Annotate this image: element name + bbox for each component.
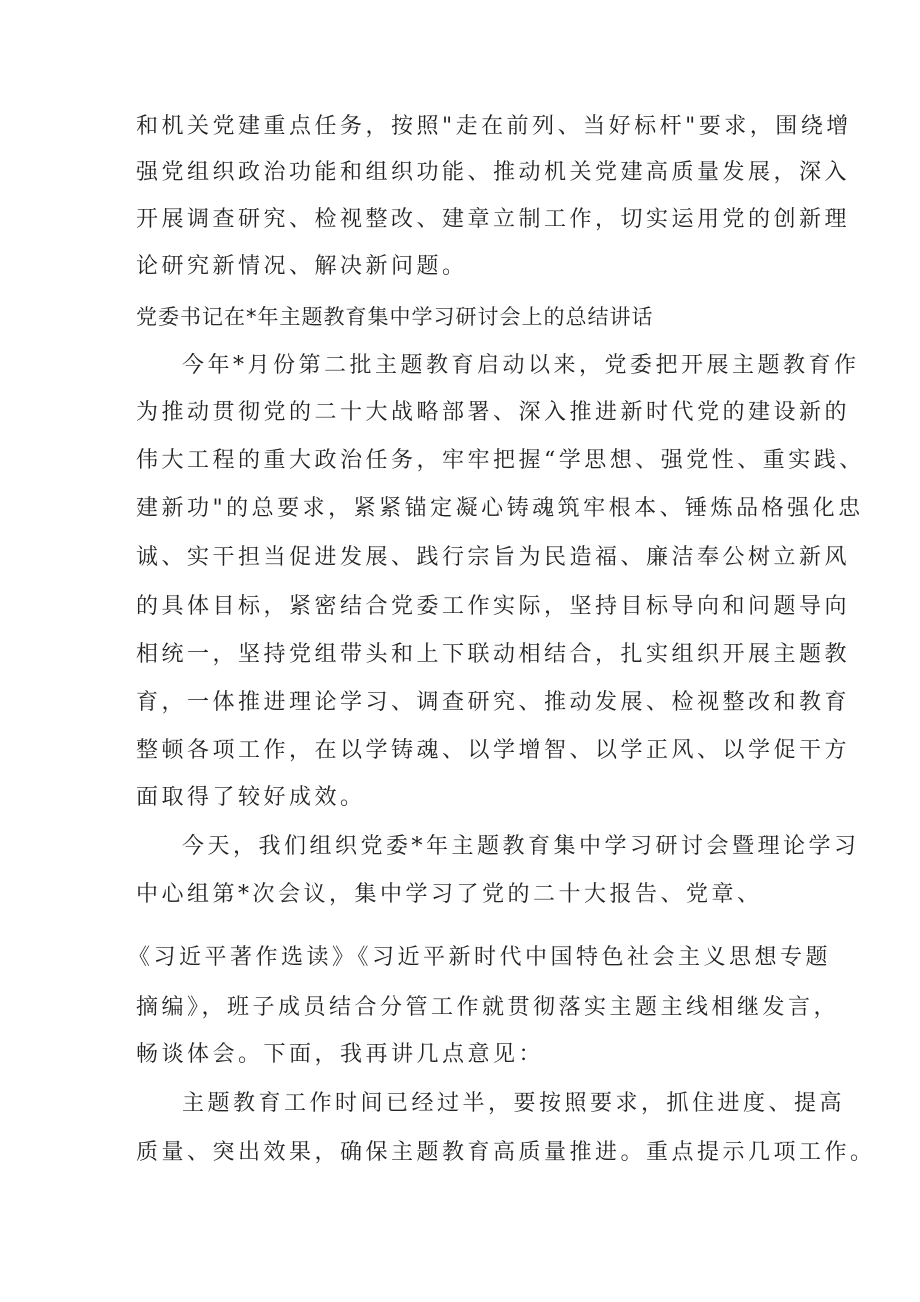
- body-text-line: 今年*月份第二批主题教育启动以来，党委把开展主题教育作: [182, 353, 860, 378]
- body-text-line: 诚、实干担当促进发展、践行宗旨为民造福、廉洁奉公树立新风: [136, 545, 851, 570]
- body-text-line: 摘编》，班子成员结合分管工作就贯彻落实主题主线相继发言，: [136, 995, 840, 1020]
- body-text-line: 整顿各项工作，在以学铸魂、以学增智、以学正风、以学促干方: [136, 738, 851, 763]
- body-text-line: 和机关党建重点任务，按照"走在前列、当好标杆"要求，围绕增: [136, 114, 852, 139]
- body-text-line: 开展调查研究、检视整改、建章立制工作，切实运用党的创新理: [136, 207, 851, 232]
- speech-title: 党委书记在*年主题教育集中学习研讨会上的总结讲话: [136, 305, 654, 329]
- body-text-line: 主题教育工作时间已经过半，要按照要求，抓住进度、提高: [182, 1091, 846, 1116]
- body-text-line: 今天，我们组织党委*年主题教育集中学习研讨会暨理论学习: [182, 834, 860, 859]
- body-text-line: 质量、突出效果，确保主题教育高质量推进。重点提示几项工作。: [136, 1140, 876, 1165]
- body-text-line: 相统一，坚持党组带头和上下联动相结合，扎实组织开展主题教: [136, 642, 851, 667]
- body-text-line: 论研究新情况、解决新问题。: [136, 254, 468, 279]
- body-text-line: 为推动贯彻党的二十大战略部署、深入推进新时代党的建设新的: [136, 400, 851, 425]
- body-text-line: 的具体目标，紧密结合党委工作实际，坚持目标导向和问题导向: [136, 594, 851, 619]
- body-text-line: 强党组织政治功能和组织功能、推动机关党建高质量发展，深入: [136, 160, 851, 185]
- body-text-line: 《习近平著作选读》《习近平新时代中国特色社会主义思想专题: [128, 945, 832, 970]
- body-text-line: 面取得了较好成效。: [136, 785, 366, 810]
- body-text-line: 育，一体推进理论学习、调查研究、推动发展、检视整改和教育: [136, 690, 851, 715]
- body-text-line: 建新功"的总要求，紧紧锚定凝心铸魂筑牢根本、锤炼品格强化忠: [136, 496, 864, 521]
- body-text-line: 伟大工程的重大政治任务，牢牢把握“学思想、强党性、重实践、: [136, 448, 865, 473]
- body-text-line: 中心组第*次会议，集中学习了党的二十大报告、党章、: [136, 882, 763, 907]
- body-text-line: 畅谈体会。下面，我再讲几点意见：: [136, 1042, 545, 1067]
